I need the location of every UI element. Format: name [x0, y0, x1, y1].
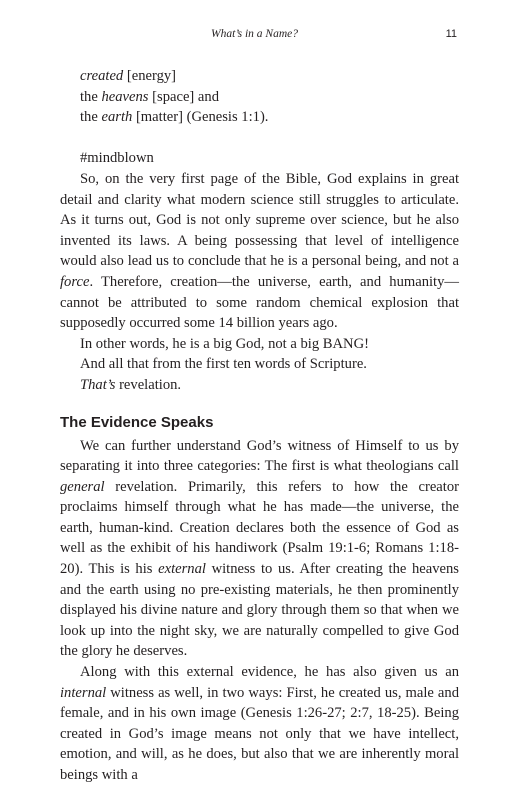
paragraph: So, on the very first page of the Bible, God explains in great detail and clarity what modern science still struggles to articulate. As it turns out, God is not only supreme over science, but he also invented its laws. A being possessing that level of intelligence would also lead us to conclude that he is a personal being, and not a force. Therefore, creation—the universe, earth, and humanity—cannot be attributed to some random chemical explosion that supposedly occurred some 14 billion years ago. [60, 170, 459, 332]
paragraph: We can further understand God’s witness of Himself to us by separating it into three categories: The first is what theologians call general revelation. Primarily, this refers to how the creator proclaims himself through what he has made—the universe, the earth, human-kind. Creation declares both the essence of God as well as the exhibit of his handiwork (Psalm 19:1-6; Romans 1:18-20). This is his external witness to us. After creating the heavens and the earth using no pre-existing materials, he then prominently displayed his divine nature and glory through them so that when we look up into the night sky, we are naturally compelled to give God the glory he deserves. [60, 437, 459, 660]
paragraph: Along with this external evidence, he has also given us an internal witness as well, in two ways: First, he created us, male and female, and in his own image (Genesis 1:26-27; 2:7, 18-25). Being created in God’s image means not only that we have intellect, emotion, and will, as he does, but also that we are inherently moral beings with a [60, 664, 459, 783]
running-header [0, 28, 509, 44]
page-number: 11 [445, 28, 457, 40]
section-heading: The Evidence Speaks [60, 413, 214, 431]
paragraph: In other words, he is a big God, not a big BANG! [80, 335, 369, 352]
verse-line: the earth [matter] (Genesis 1:1). [80, 109, 269, 126]
scripture-quote [60, 66, 459, 128]
hashtag-line: #mindblown [80, 150, 154, 167]
paragraph: And all that from the first ten words of Scripture. [80, 356, 367, 373]
verse-line: the heavens [space] and [80, 88, 219, 105]
verse-line: created [energy] [80, 68, 177, 84]
paragraph: That’s revelation. [80, 376, 182, 393]
running-title: What’s in a Name? [211, 28, 298, 40]
page-body [60, 66, 459, 786]
